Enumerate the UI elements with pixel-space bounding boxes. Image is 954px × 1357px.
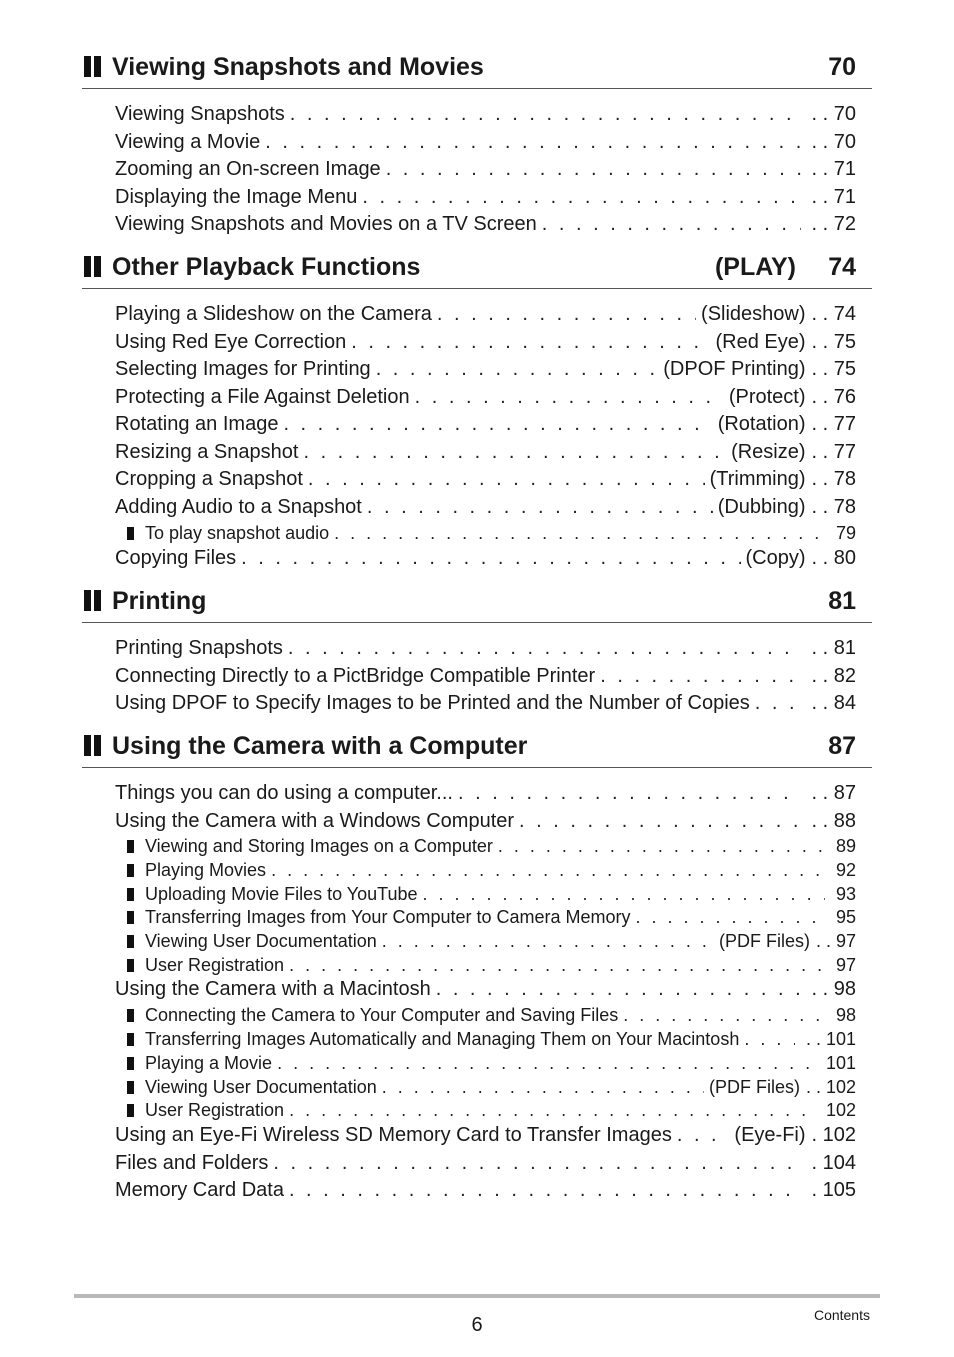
toc-entry[interactable] xyxy=(115,185,856,209)
dot-leader xyxy=(290,102,801,126)
dot-leader xyxy=(436,977,801,1001)
entry-label: Transferring Images Automatically and Managing Them on Your Macintosh xyxy=(145,1029,740,1049)
square-bullet-icon xyxy=(127,840,134,853)
entry-page-number: . 102 xyxy=(811,1124,856,1146)
entry-label: Selecting Images for Printing xyxy=(115,358,371,380)
entry-label: User Registration xyxy=(145,1100,285,1120)
entry-mode-tag: (DPOF Printing) xyxy=(663,358,806,380)
entry-page-number: . . 88 xyxy=(811,809,856,832)
square-bullet-icon xyxy=(127,527,134,540)
entry-label: Using DPOF to Specify Images to be Printed and the Number of Copies xyxy=(115,692,750,714)
square-bullet-icon xyxy=(127,1057,134,1070)
entry-mode-tag: (Resize) xyxy=(731,440,806,463)
toc-section xyxy=(82,52,872,235)
entry-page-number: . . 78 xyxy=(811,495,856,518)
footer-divider xyxy=(74,1294,880,1298)
entry-label: Copying Files xyxy=(115,547,237,569)
dot-leader xyxy=(351,330,710,354)
toc-entry[interactable] xyxy=(115,546,856,570)
entry-label: User Registration xyxy=(145,955,285,975)
entry-label: Connecting the Camera to Your Computer and Saving Files xyxy=(145,1005,619,1025)
dot-leader xyxy=(283,412,712,436)
toc-entry[interactable] xyxy=(115,212,856,236)
entry-label: Using the Camera with a Windows Computer xyxy=(115,809,515,832)
section-marker-icon xyxy=(84,56,102,77)
entry-label: Using the Camera with a Macintosh xyxy=(115,978,431,1000)
square-bullet-icon xyxy=(127,911,134,924)
section-page-number[interactable]: 81 xyxy=(828,587,856,615)
square-bullet-icon xyxy=(127,959,134,972)
entry-page-number: 98 xyxy=(835,1005,856,1025)
toc-entry[interactable] xyxy=(115,102,856,126)
section-header xyxy=(82,252,872,289)
entry-label: Viewing Snapshots xyxy=(115,103,285,125)
entry-page-number: . . 71 xyxy=(811,158,856,180)
entry-mode-tag: (Rotation) xyxy=(717,413,806,435)
dot-leader xyxy=(600,664,800,688)
entry-page-number: . . 102 xyxy=(805,1077,856,1097)
entry-page-number: . . 70 xyxy=(811,130,856,153)
dot-leader xyxy=(519,809,800,833)
entry-label: Viewing and Storing Images on a Computer xyxy=(145,836,493,856)
dot-leader xyxy=(367,495,713,519)
toc-entry[interactable] xyxy=(115,809,856,833)
toc-entry[interactable] xyxy=(115,302,856,326)
entry-label: Memory Card Data xyxy=(115,1179,284,1201)
section-marker-icon xyxy=(84,256,102,277)
entry-page-number: 92 xyxy=(835,860,856,880)
section-mode-tag: (PLAY) xyxy=(714,253,796,281)
section-header xyxy=(82,731,872,768)
entry-mode-tag: (PDF Files) xyxy=(718,931,810,951)
dot-leader xyxy=(273,1151,800,1175)
toc-entry[interactable] xyxy=(115,1123,856,1147)
square-bullet-icon xyxy=(127,935,134,948)
entry-label: Viewing a Movie xyxy=(115,130,261,153)
toc-section xyxy=(82,252,872,569)
toc-entry[interactable] xyxy=(115,1178,856,1202)
entry-mode-tag: (Slideshow) xyxy=(701,303,806,325)
dot-leader xyxy=(277,1051,815,1075)
toc-entry[interactable] xyxy=(115,1151,856,1175)
entry-label: Files and Folders xyxy=(115,1152,269,1174)
entry-page-number: . . 72 xyxy=(811,213,856,235)
entry-page-number: 101 xyxy=(825,1053,856,1073)
footer-section-label: Contents xyxy=(813,1307,870,1323)
entry-label: Uploading Movie Files to YouTube xyxy=(145,884,418,904)
section-header xyxy=(82,586,872,623)
toc-entry[interactable] xyxy=(115,357,856,381)
entry-page-number: 93 xyxy=(835,884,856,904)
entry-page-number: 79 xyxy=(835,523,856,543)
entry-mode-tag: (Eye-Fi) xyxy=(734,1124,806,1146)
toc-subentry[interactable] xyxy=(127,834,856,858)
page-number: 6 xyxy=(471,1314,483,1336)
dot-leader xyxy=(755,691,801,715)
dot-leader xyxy=(636,905,825,929)
entry-page-number: . . 97 xyxy=(815,931,856,951)
entry-page-number: . . 101 xyxy=(805,1029,856,1049)
section-title[interactable]: Printing xyxy=(112,587,207,615)
entry-page-number: . . 75 xyxy=(811,330,856,353)
toc-section xyxy=(82,586,872,714)
entry-page-number: 97 xyxy=(835,955,856,975)
entry-mode-tag: (Copy) xyxy=(745,547,806,569)
toc-entry[interactable] xyxy=(115,440,856,464)
dot-leader xyxy=(498,834,825,858)
toc-subentry[interactable] xyxy=(127,1003,856,1027)
entry-label: Adding Audio to a Snapshot xyxy=(115,495,362,518)
toc-entry[interactable] xyxy=(115,412,856,436)
entry-page-number: . . 75 xyxy=(811,358,856,380)
entry-label: Zooming an On-screen Image xyxy=(115,158,381,180)
dot-leader xyxy=(289,953,825,977)
entry-page-number: . 104 xyxy=(811,1152,856,1174)
toc-entry[interactable] xyxy=(115,691,856,715)
dot-leader xyxy=(623,1003,825,1027)
dot-leader xyxy=(334,521,825,545)
dot-leader xyxy=(265,130,800,154)
dot-leader xyxy=(362,185,800,209)
dot-leader xyxy=(542,212,801,236)
entry-label: Viewing User Documentation xyxy=(145,1077,377,1097)
entry-label: Cropping a Snapshot xyxy=(115,468,303,490)
toc-entry[interactable] xyxy=(115,330,856,354)
toc-subentry[interactable] xyxy=(127,1027,856,1051)
dot-leader xyxy=(677,1123,730,1147)
entry-label: Using an Eye-Fi Wireless SD Memory Card to Transfer Images xyxy=(115,1124,672,1146)
entry-page-number: . . 98 xyxy=(811,978,856,1000)
entry-label: Rotating an Image xyxy=(115,413,279,435)
entry-mode-tag: (PDF Files) xyxy=(708,1077,800,1097)
square-bullet-icon xyxy=(127,888,134,901)
entry-mode-tag: (Red Eye) xyxy=(715,330,806,353)
toc-entry[interactable] xyxy=(115,636,856,660)
entry-page-number: . . 84 xyxy=(811,692,856,714)
square-bullet-icon xyxy=(127,1009,134,1022)
section-title[interactable]: Other Playback Functions xyxy=(112,253,421,281)
toc-subentry[interactable] xyxy=(127,521,856,545)
dot-leader xyxy=(289,1098,815,1122)
square-bullet-icon xyxy=(127,864,134,877)
entry-label: To play snapshot audio xyxy=(145,523,330,543)
dot-leader xyxy=(423,882,825,906)
entry-page-number: . . 82 xyxy=(811,664,856,687)
entry-page-number: 95 xyxy=(835,907,856,927)
dot-leader xyxy=(241,546,740,570)
entry-page-number: . . 70 xyxy=(811,103,856,125)
entry-page-number: . . 74 xyxy=(811,303,856,325)
dot-leader xyxy=(288,636,801,660)
entry-label: Resizing a Snapshot xyxy=(115,440,299,463)
entry-page-number: . . 78 xyxy=(811,468,856,490)
toc-subentry[interactable] xyxy=(127,882,856,906)
dot-leader xyxy=(382,929,714,953)
entry-page-number: . . 77 xyxy=(811,440,856,463)
section-page-number[interactable]: 74 xyxy=(828,253,856,281)
dot-leader xyxy=(308,467,705,491)
square-bullet-icon xyxy=(127,1104,134,1117)
toc-subentry[interactable] xyxy=(127,929,856,953)
section-title[interactable]: Viewing Snapshots and Movies xyxy=(112,53,484,81)
toc-subentry[interactable] xyxy=(127,905,856,929)
toc-subentry[interactable] xyxy=(127,1051,856,1075)
entry-page-number: . . 71 xyxy=(811,185,856,208)
dot-leader xyxy=(744,1027,795,1051)
section-title[interactable]: Using the Camera with a Computer xyxy=(112,732,528,760)
entry-label: Viewing User Documentation xyxy=(145,931,377,951)
dot-leader xyxy=(271,858,825,882)
entry-mode-tag: (Trimming) xyxy=(709,468,806,490)
toc-subentry[interactable] xyxy=(127,1098,856,1122)
square-bullet-icon xyxy=(127,1033,134,1046)
entry-label: Playing a Movie xyxy=(145,1053,273,1073)
entry-page-number: 89 xyxy=(835,836,856,856)
entry-page-number: . . 80 xyxy=(811,547,856,569)
entry-label: Using Red Eye Correction xyxy=(115,330,347,353)
toc-entry[interactable] xyxy=(115,467,856,491)
entry-label: Protecting a File Against Deletion xyxy=(115,385,410,408)
entry-label: Playing Movies xyxy=(145,860,267,880)
dot-leader xyxy=(289,1178,801,1202)
dot-leader xyxy=(303,440,726,464)
toc-subentry[interactable] xyxy=(127,1075,856,1099)
entry-label: Playing a Slideshow on the Camera xyxy=(115,303,432,325)
toc-entry[interactable] xyxy=(115,157,856,181)
dot-leader xyxy=(376,357,659,381)
entry-label: Displaying the Image Menu xyxy=(115,185,358,208)
toc-section xyxy=(82,731,872,1201)
toc-entry[interactable] xyxy=(115,385,856,409)
entry-mode-tag: (Protect) xyxy=(728,385,806,408)
entry-mode-tag: (Dubbing) xyxy=(717,495,806,518)
entry-page-number: . . 81 xyxy=(811,637,856,659)
section-header xyxy=(82,52,872,89)
toc-subentry[interactable] xyxy=(127,858,856,882)
toc-entry[interactable] xyxy=(115,664,856,688)
section-page-number[interactable]: 87 xyxy=(828,732,856,760)
entry-page-number: 102 xyxy=(825,1100,856,1120)
dot-leader xyxy=(386,157,801,181)
dot-leader xyxy=(382,1075,704,1099)
toc-entry[interactable] xyxy=(115,977,856,1001)
toc-entry[interactable] xyxy=(115,495,856,519)
dot-leader xyxy=(415,385,724,409)
entry-page-number: . . 87 xyxy=(811,782,856,804)
entry-label: Connecting Directly to a PictBridge Compatible Printer xyxy=(115,664,596,687)
entry-label: Things you can do using a computer... xyxy=(115,782,453,804)
entry-label: Printing Snapshots xyxy=(115,637,283,659)
entry-page-number: . . 77 xyxy=(811,413,856,435)
dot-leader xyxy=(458,781,801,805)
toc-entry[interactable] xyxy=(115,130,856,154)
entry-label: Viewing Snapshots and Movies on a TV Screen xyxy=(115,213,537,235)
entry-page-number: . 105 xyxy=(811,1179,856,1201)
toc-entry[interactable] xyxy=(115,781,856,805)
dot-leader xyxy=(437,302,696,326)
entry-label: Transferring Images from Your Computer to Camera Memory xyxy=(145,907,631,927)
section-marker-icon xyxy=(84,735,102,756)
toc-subentry[interactable] xyxy=(127,953,856,977)
section-page-number[interactable]: 70 xyxy=(828,53,856,81)
section-marker-icon xyxy=(84,590,102,611)
entry-page-number: . . 76 xyxy=(811,385,856,408)
square-bullet-icon xyxy=(127,1081,134,1094)
